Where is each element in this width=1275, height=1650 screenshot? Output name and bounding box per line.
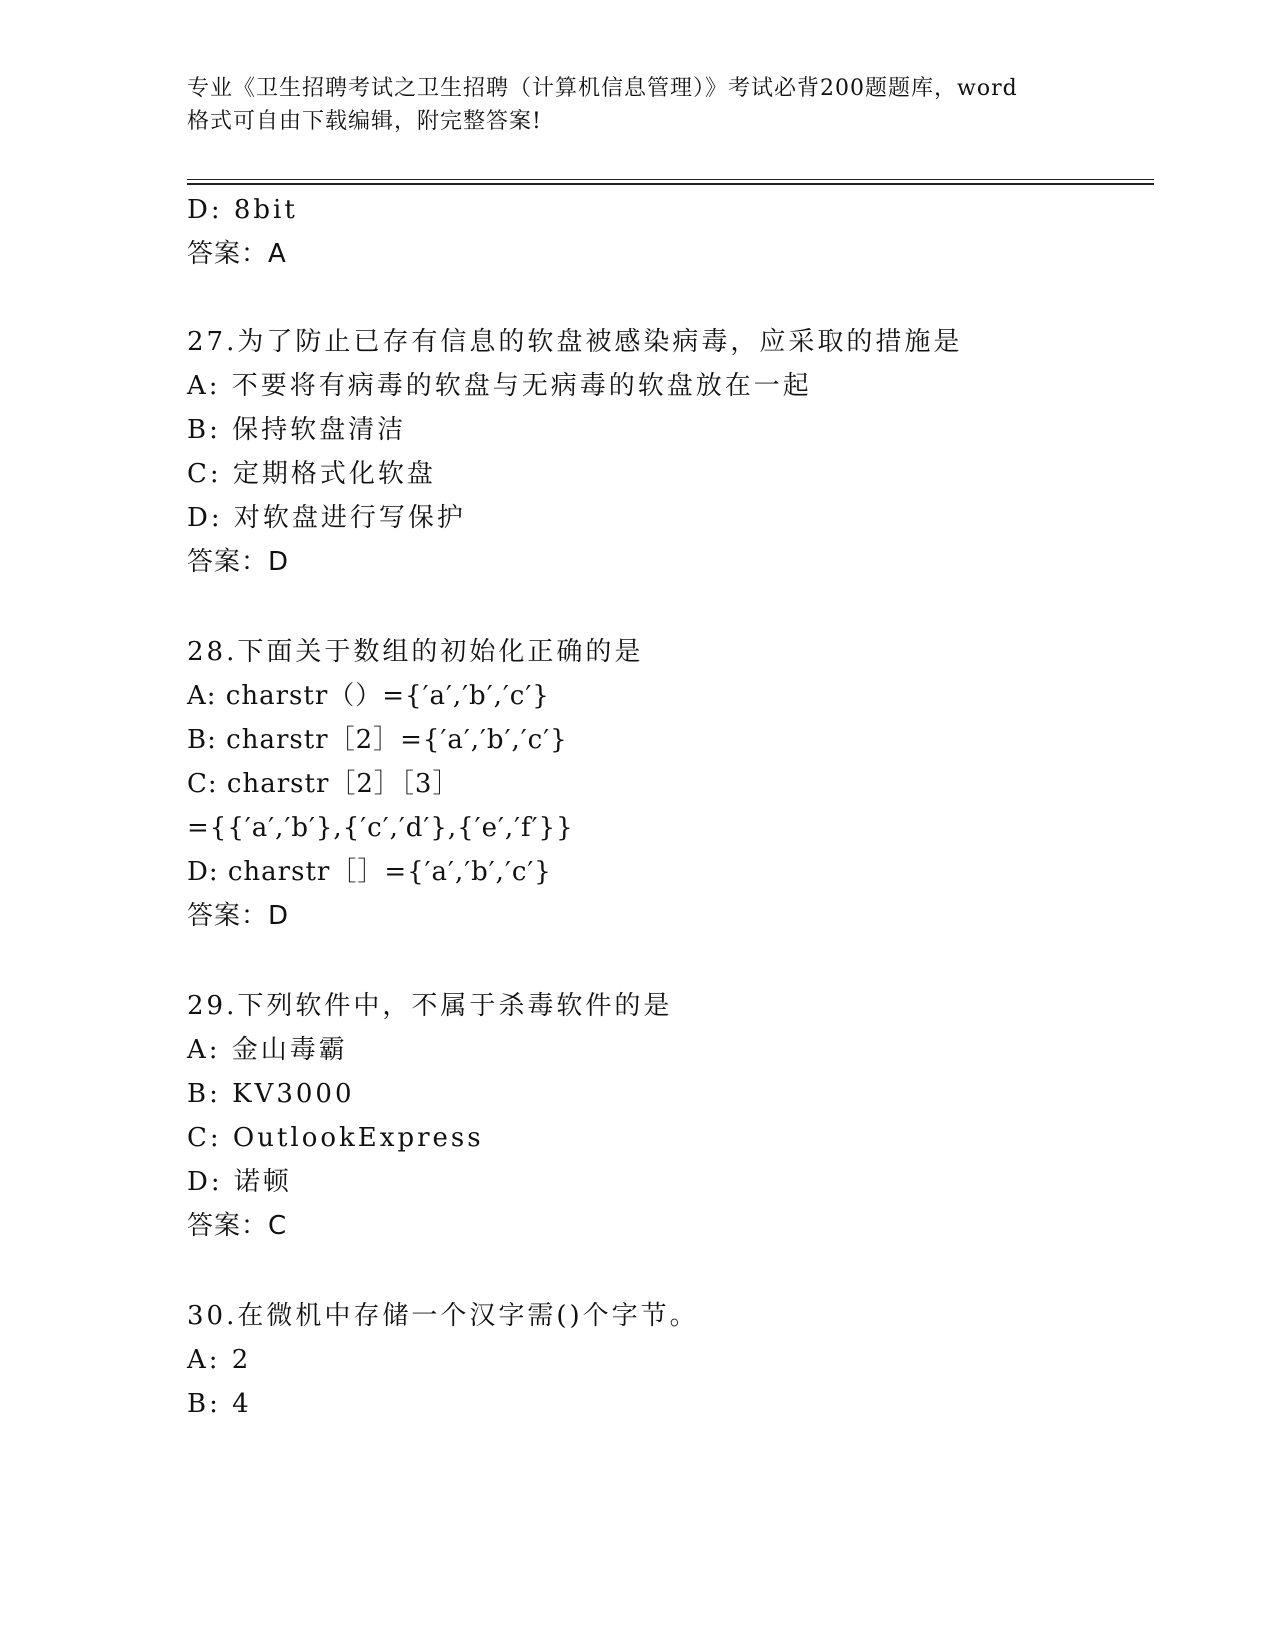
q27-answer: 答案：D bbox=[187, 547, 290, 577]
q28-answer: 答案：D bbox=[187, 901, 290, 931]
header-rule-bottom bbox=[187, 183, 1154, 185]
q29-option-c: C: OutlookExpress bbox=[187, 1123, 484, 1153]
q29-option-d: D: 诺顿 bbox=[187, 1167, 292, 1197]
header-line-2: 格式可自由下载编辑，附完整答案! bbox=[187, 109, 542, 134]
q27-option-a: A: 不要将有病毒的软盘与无病毒的软盘放在一起 bbox=[187, 371, 812, 401]
q30-option-a: A: 2 bbox=[187, 1345, 252, 1375]
q28-option-c-line1: C: charstr［2］［3］ bbox=[187, 769, 460, 799]
q27-option-d: D: 对软盘进行写保护 bbox=[187, 503, 466, 533]
q28-question: 28.下面关于数组的初始化正确的是 bbox=[187, 637, 644, 667]
q28-option-a: A: charstr（）={′a′,′b′,′c′} bbox=[187, 681, 550, 711]
q27-option-c: C: 定期格式化软盘 bbox=[187, 459, 436, 489]
q27-option-b: B: 保持软盘清洁 bbox=[187, 415, 407, 445]
q30-option-b: B: 4 bbox=[187, 1389, 252, 1419]
q30-question: 30.在微机中存储一个汉字需()个字节。 bbox=[187, 1301, 699, 1331]
q29-question: 29.下列软件中，不属于杀毒软件的是 bbox=[187, 991, 673, 1021]
q28-option-c-line2: ={{′a′,′b′},{′c′,′d′},{′e′,′f′}} bbox=[187, 813, 574, 843]
prev-answer: 答案：A bbox=[187, 239, 287, 269]
q28-option-b: B: charstr［2］={′a′,′b′,′c′} bbox=[187, 725, 568, 755]
document-header bbox=[187, 72, 1087, 138]
header-rule-top bbox=[187, 179, 1154, 180]
q28-option-d: D: charstr［］={′a′,′b′,′c′} bbox=[187, 857, 552, 887]
q27-question: 27.为了防止已存有信息的软盘被感染病毒，应采取的措施是 bbox=[187, 327, 963, 357]
q29-answer: 答案：C bbox=[187, 1211, 288, 1241]
prev-option-d: D: 8bit bbox=[187, 195, 298, 225]
header-line-1: 专业《卫生招聘考试之卫生招聘（计算机信息管理）》考试必背200题题库，word bbox=[187, 76, 1018, 101]
q29-option-a: A: 金山毒霸 bbox=[187, 1035, 348, 1065]
q29-option-b: B: KV3000 bbox=[187, 1079, 355, 1109]
